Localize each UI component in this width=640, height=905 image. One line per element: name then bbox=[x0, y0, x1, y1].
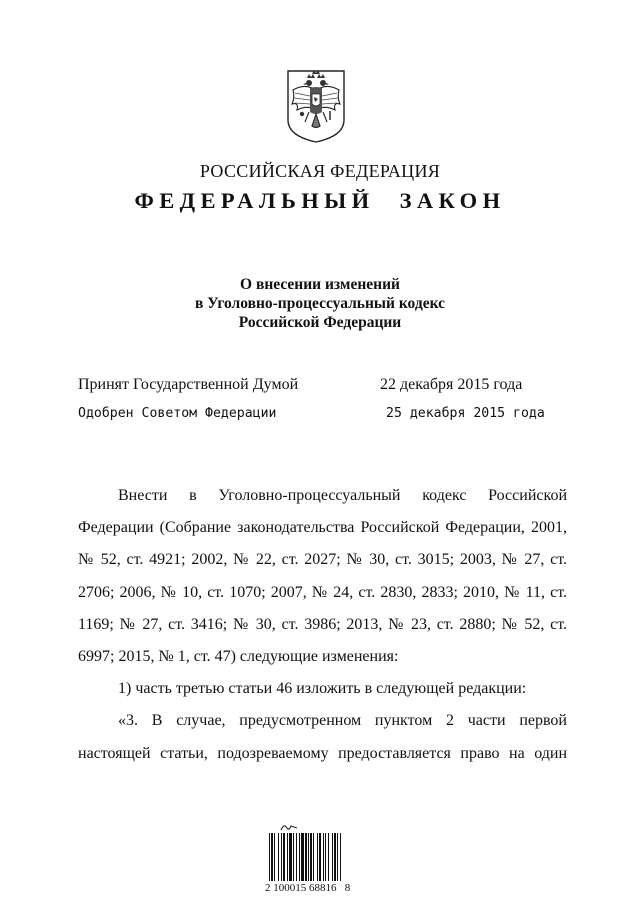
law-title-line: Российской Федерации bbox=[238, 314, 402, 331]
document-type-heading: ФЕДЕРАЛЬНЫЙ ЗАКОН bbox=[134, 188, 506, 213]
body-paragraph: «3. В случае, предусмотренном пунктом 2 части первой настоящей статьи, подозреваемому предоставляется право на один bbox=[78, 712, 567, 762]
law-title bbox=[0, 275, 640, 332]
law-title-line: О внесении изменений bbox=[240, 276, 400, 293]
barcode-number: 2 100015 68816 8 bbox=[265, 882, 351, 894]
duma-adoption-date: 22 декабря 2015 года bbox=[380, 376, 523, 393]
body-paragraph: 1) часть третью статьи 46 изложить в следующей редакции: bbox=[118, 680, 527, 698]
law-title-line: в Уголовно-процессуальный кодекс bbox=[194, 295, 445, 312]
signature-mark-icon bbox=[279, 822, 299, 832]
council-approval-label: Одобрен Советом Федерации bbox=[78, 406, 277, 421]
coat-of-arms-icon bbox=[285, 68, 347, 144]
barcode-bars-icon bbox=[269, 833, 373, 881]
body-paragraph: Внести в Уголовно-процессуальный кодекс Российской Федерации (Собрание законодательства Российской Федерации, 2001, № 52, ст. 4921; 2002, № 22, ст. 2027; № 30, ст. 3015; 2003, № 27, ст. 2706; 2006, № 10, ст. 1070; 2007, № 24, ст. 2830, 2833; 2010, № 11, ст. 1169; № 27, ст. 3416; № 30, ст. 3986; 2013, № 23, ст. 2880; № 52, ст. 6997; 2015, № 1, ст. 47) следующие изменения: bbox=[78, 487, 567, 666]
country-heading: РОССИЙСКАЯ ФЕДЕРАЦИЯ bbox=[199, 161, 441, 181]
barcode bbox=[265, 822, 395, 902]
council-approval-row bbox=[78, 406, 545, 421]
duma-adoption-row bbox=[78, 376, 538, 394]
council-approval-date: 25 декабря 2015 года bbox=[386, 406, 545, 421]
law-body bbox=[78, 480, 567, 770]
duma-adoption-label: Принят Государственной Думой bbox=[78, 376, 299, 393]
